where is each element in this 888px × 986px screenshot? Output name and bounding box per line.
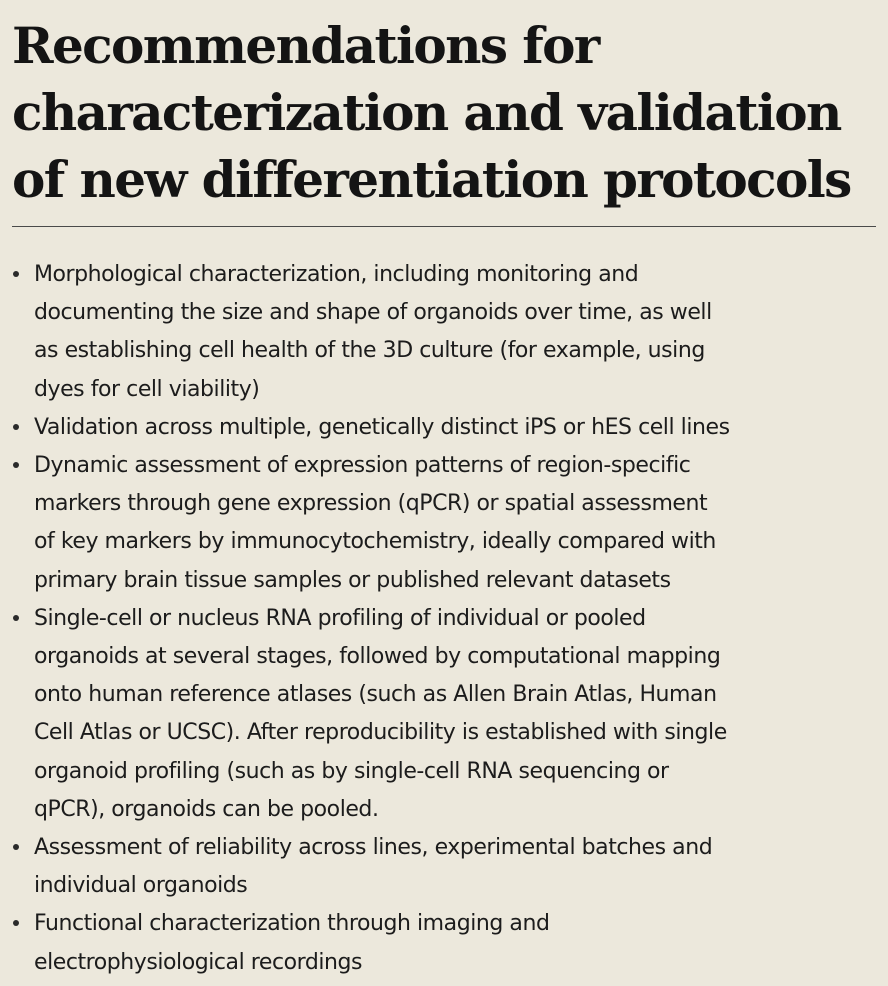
item-text-line: Functional characterization through imaging and [34, 911, 550, 937]
item-text-line: Cell Atlas or UCSC). After reproducibility is established with single [34, 720, 727, 746]
item-text-line: Assessment of reliability across lines, experimental batches and [34, 835, 713, 861]
item-text-line: organoids at several stages, followed by computational mapping [34, 644, 721, 670]
item-text-line: Morphological characterization, including monitoring and [34, 262, 639, 287]
title-line: characterization and validation [12, 83, 841, 142]
item-text-line: onto human reference atlases (such as Allen Brain Atlas, Human [34, 682, 717, 708]
item-text-line: primary brain tissue samples or published relevant datasets [34, 567, 671, 593]
recommendation-list [0, 256, 888, 982]
item-text-line: Dynamic assessment of expression patterns of region-specific [34, 453, 691, 479]
bullet-icon [13, 920, 19, 926]
item-text-line: documenting the size and shape of organoids over time, as well [34, 300, 712, 326]
item-text-line: dyes for cell viability) [34, 376, 260, 402]
item-text-line: as establishing cell health of the 3D culture (for example, using [34, 338, 705, 364]
list-item [0, 447, 888, 600]
list-item [0, 409, 888, 447]
list-item [0, 600, 888, 829]
bullet-icon [13, 462, 19, 468]
title-divider [12, 226, 876, 227]
bullet-icon [13, 615, 19, 621]
item-text-line: individual organoids [34, 873, 248, 899]
bullet-icon [13, 844, 19, 850]
item-text-line: of key markers by immunocytochemistry, ideally compared with [34, 529, 716, 555]
list-item [0, 829, 888, 905]
list-item [0, 905, 888, 981]
item-text-line: electrophysiological recordings [34, 949, 363, 975]
item-text-line: organoid profiling (such as by single-cell RNA sequencing or [34, 758, 669, 784]
box-title [12, 12, 882, 213]
item-text-line: markers through gene expression (qPCR) or spatial assessment [34, 491, 708, 517]
item-text-line: Validation across multiple, genetically distinct iPS or hES cell lines [34, 414, 730, 440]
bullet-icon [13, 271, 19, 277]
bullet-icon [13, 424, 19, 430]
list-item [0, 256, 888, 409]
title-line: of new differentiation protocols [12, 150, 851, 209]
title-line: Recommendations for [12, 16, 599, 75]
item-text-line: qPCR), organoids can be pooled. [34, 796, 379, 822]
item-text-line: Single-cell or nucleus RNA profiling of individual or pooled [34, 605, 646, 631]
